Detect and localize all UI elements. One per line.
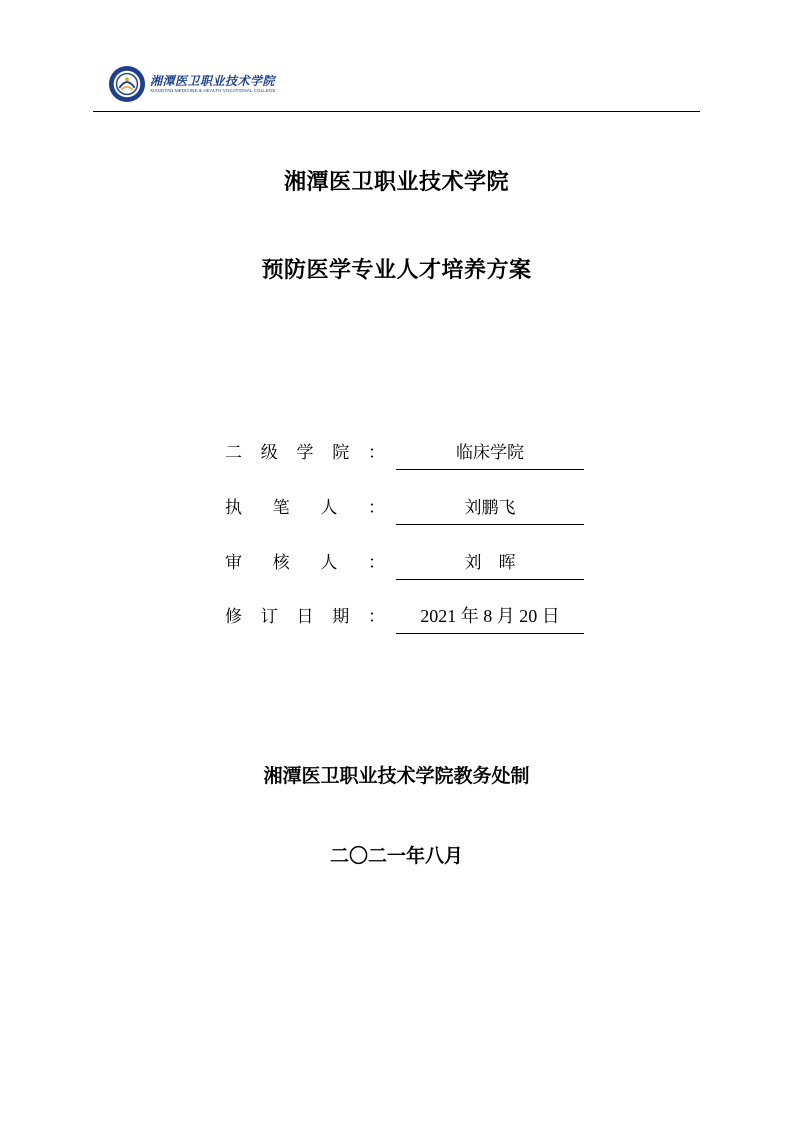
info-label: 执 笔 人 ：: [225, 498, 385, 518]
header-divider: [93, 111, 700, 112]
info-row-author: [0, 493, 793, 533]
info-label: 修 订 日 期 ：: [225, 607, 385, 627]
info-value-department: 临床学院: [456, 443, 524, 463]
info-label: 二 级 学 院 ：: [225, 443, 385, 463]
logo-english-name: XIANGTAN MEDICINE & HEALTH VOCATIONAL COLLEGE: [150, 88, 276, 93]
info-value-author: 刘鹏飞: [464, 498, 516, 518]
program-title: 预防医学专业人才培养方案: [261, 258, 532, 283]
info-value-revision-date: 2021 年 8 月 20 日: [420, 606, 560, 626]
college-seal-icon: [108, 65, 146, 103]
info-value-reviewer: 刘 晖: [464, 553, 516, 573]
issue-date-line: 二〇二一年八月: [329, 845, 463, 867]
logo-chinese-name: 湘潭医卫职业技术学院: [150, 74, 276, 88]
info-underline: [396, 579, 584, 580]
college-title: 湘潭医卫职业技术学院: [283, 170, 509, 195]
info-underline: [396, 469, 584, 470]
info-row-revision-date: [0, 602, 793, 642]
header-logo: [108, 64, 276, 104]
info-row-department: [0, 438, 793, 478]
issuer-line: 湘潭医卫职业技术学院教务处制: [263, 765, 530, 787]
info-underline: [396, 524, 584, 525]
info-label: 审 核 人 ：: [225, 553, 385, 573]
info-underline: [396, 633, 584, 634]
info-row-reviewer: [0, 548, 793, 588]
